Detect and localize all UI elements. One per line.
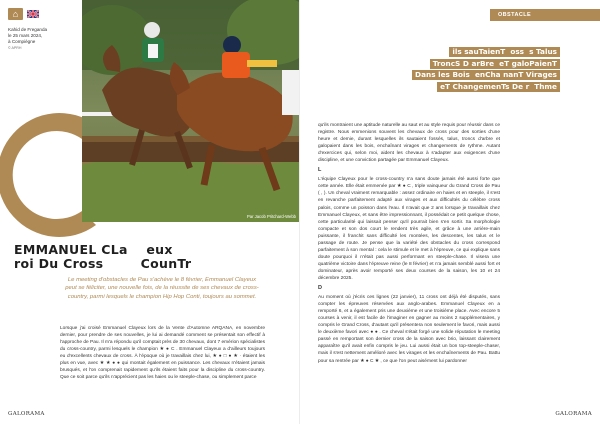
article-body-right	[318, 122, 500, 368]
uk-flag-icon[interactable]	[27, 10, 39, 18]
section-tab: OBSTACLE	[490, 9, 600, 21]
caption-line: à Compiègne	[8, 39, 36, 44]
photo-caption	[8, 27, 78, 51]
caption-credit: © APRH	[8, 46, 22, 50]
folio-left: GALORAMA	[8, 411, 45, 417]
subheading: L	[318, 167, 322, 174]
photo-credit: Par Jacob Pritchard-Webb	[246, 214, 296, 219]
home-icon[interactable]: ⌂	[8, 8, 23, 20]
pull-quote	[370, 47, 560, 93]
right-page	[300, 0, 600, 424]
article-body-left: Lorsque j'ai croisé Emmanuel Clayeux lors de la Vente d'Automne ARQANA, en novembre dernier, pour prendre de ses nouvelles, je lui ai demandé comment se présentait son effectif à l'approche de Pau. Il m'a répondu qu'il comptait près de 30 chevaux, dont 7 emérion spécialistes du cross-country, parmi lesquels le champion ★ ● C . Emmanuel Clayeux a d'ailleurs toujours eu d'excellents chevaux de cross. À l'époque où je travaillais chez lui, ★ ● □ ● ★ · étaient les plus en vue, avec ★ ★ ● ● qui montait également en puissance. Les chevaux n'étaient jamais brusqués, et l'on comprenait rapidement qu'ils étaient faits pour la discipline du cross-country. Que ce soit parce qu'ils n'apprécient pas les haies ou le steeple-chase, ou simplement parce	[60, 326, 265, 381]
paragraph: qu'ils montraient une aptitude naturelle au saut et au style requis pour réussir dans ce registre. Nous emmenions souvent les chevaux de cross pour des sorties d'une heure et demie, durant lesquelles ils sautaient fossés, talus, troncs d'arbre et galopaient dans les bois, enchaînant virages et changements de rythme. Autant d'exercices qui, selon moi, aident les chevaux à s'adapter aux exigences d'une discipline, et une conviction partagée par Emmanuel Clayeux.	[318, 123, 500, 164]
paragraph: L'équipe Clayeux pour le cross-country n'a sans doute jamais été aussi forte que cette année. Elle était emmenée par ★ ● C , triple vainqueur du Grand Cross de Pau ( , ). Un cheval vraiment remarquable : assez ordinaire en haies et en steeple, il s'est en revanche parfaitement adapté aux virages et aux difficultés du célèbre cross palois, comme un poisson dans l'eau. Il n'avait que 2 ans lorsque je travaillais chez Emmanuel Clayeux, et sans être impressionnant, il possédait ce petit quelque chose, cette particularité qui laissait penser qu'il pourrait bien s'en sortir. Sa morphologie compacte et son dos court le rendent très agile, et grâce à une arrière-main puissante, il franchit sans difficulté les montées, les descentes, les talus et le passage de route. Je pense que la variété des obstacles du cross correspond parfaitement à son mental : cela le stimule et le met à l'épreuve, ce qui explique sans doute pourquoi il n'était pas aussi performant en steeple-chase. Il visera une quatrième victoire dans l'épreuve reine (le 8 février) et n'a jamais semblé aussi fort et dominateur, après avoir remporté ses deux courses de la saison, les 10 et 24 décembre 2025.	[318, 177, 500, 281]
folio-right: GALORAMA	[555, 411, 592, 417]
pull-quote-line: Dans les Bois enCha nanT Virages	[412, 70, 560, 80]
paragraph: Au moment où j'écris ces lignes (22 janvier), 11 cross ont déjà été disputés, sans compter les épreuves réservées aux anglo-arabes. Emmanuel Clayeux en a remporté 6, et a également pris une deuxième et une troisième place. Avec encore 5 courses à venir, il est facile de l'imaginer en gagner au moins 2 supplémentaires, y compris le Grand Cross, d'autant qu'il présentera non seulement le favori, mais aussi le deuxième favori avec ● ● . Ce cheval s'était forgé une solide réputation le meeting passé en remportant son dernier cross de la saison avec brio, laissant clairement apparaître qu'il avait enfin compris le jeu. Lui aussi était un bon top-steeple-chaser, mais il s'est nettement amélioré avec les virages et les enchaînements de Pau. Battu pour sa rentrée par ★ ● C ★ , ce que l'on peut aisément lui pardonner	[318, 295, 500, 364]
pull-quote-line: eT ChangemenTs De r Thme	[437, 82, 560, 92]
caption-line: Kahid de Freganda	[8, 27, 48, 32]
horses-jumping-image	[82, 0, 300, 222]
pull-quote-line: TroncS D arBre eT galoPaienT	[430, 59, 560, 69]
title-line: roi Du Cross CounTr	[14, 256, 192, 271]
race-photo	[82, 0, 300, 222]
article-lead: Le meeting d'obstacles de Pau s'achève le 8 février, Emmanuel Clayeux peut se féliciter, une nouvelle fois, de la réussite de ses chevaux de cross-country, parmi lesquels le champion Hip Hop Conti, toujours au sommet.	[65, 277, 259, 300]
subheading: D	[318, 285, 322, 292]
article-title	[14, 243, 294, 271]
title-line: EMMANUEL CLa eux	[14, 242, 173, 257]
caption-line: le 25 mars 2024,	[8, 33, 43, 38]
pull-quote-line: ils sauTaienT oss s Talus	[449, 47, 560, 57]
